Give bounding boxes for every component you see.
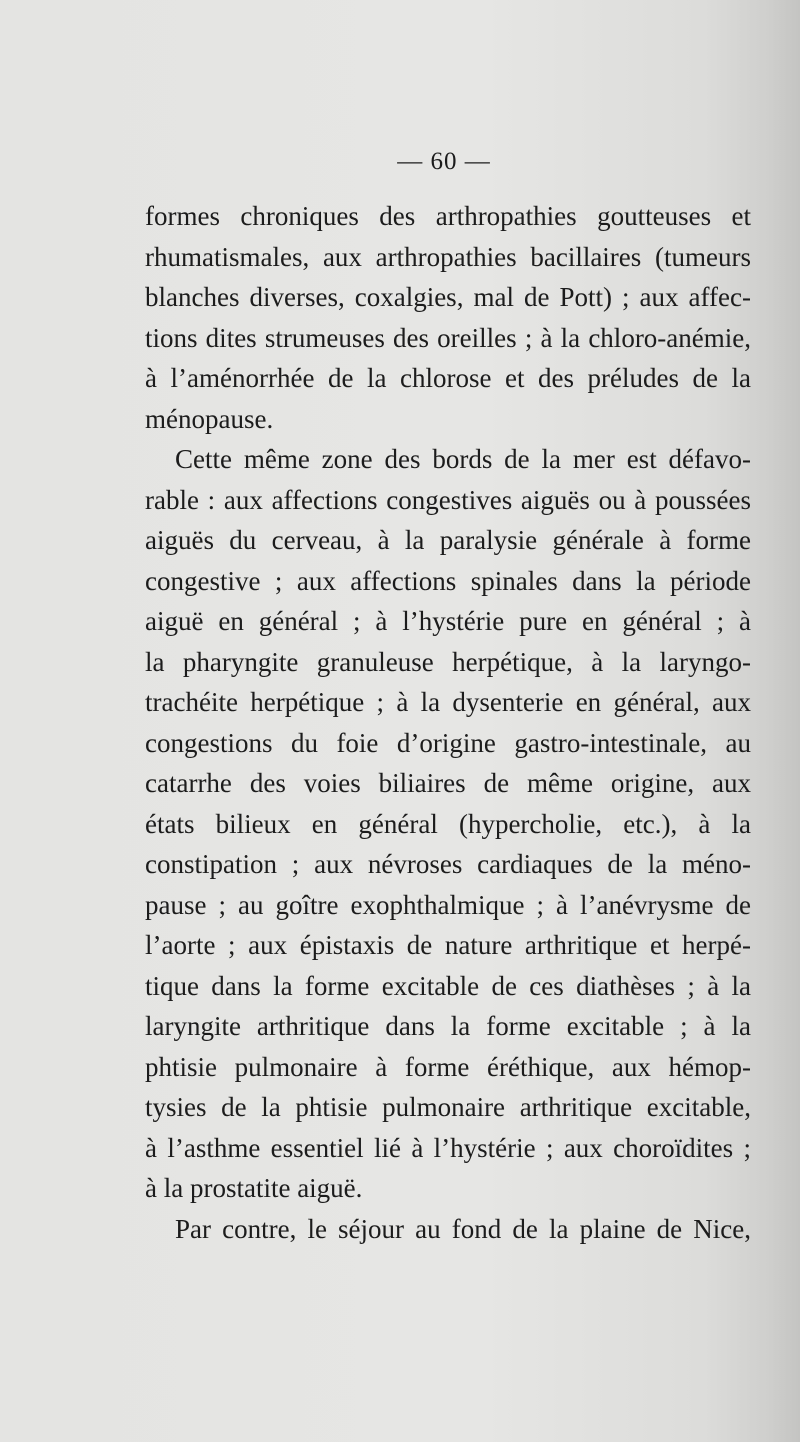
text-line: blanches diverses, coxalgies, mal de Pott) ; aux affec- <box>145 282 751 312</box>
text-line: congestions du foie d’origine gastro-intestinale, au <box>145 727 751 758</box>
paragraph-3 <box>145 1209 751 1250</box>
text-line: à l’asthme essentiel lié à l’hystérie ; aux choroïdites ; <box>145 1132 751 1163</box>
page-number: — 60 — <box>397 148 491 175</box>
text-line: aiguës du cerveau, à la paralysie générale à forme <box>145 525 751 555</box>
paragraph-2 <box>145 439 751 1209</box>
text-line: l’aorte ; aux épistaxis de nature arthritique et herpé- <box>145 930 751 960</box>
text-line: tions dites strumeuses des oreilles ; à la chloro-anémie, <box>145 322 751 353</box>
paragraph-1 <box>145 196 751 439</box>
text-line: la pharyngite granuleuse herpétique, à la laryngo- <box>145 646 751 677</box>
text-line: phtisie pulmonaire à forme éréthique, aux hémop- <box>145 1051 751 1082</box>
text-line: tysies de la phtisie pulmonaire arthritique excitable, <box>145 1092 751 1122</box>
text-line: trachéite herpétique ; à la dysenterie en général, aux <box>145 687 751 717</box>
text-line: catarrhe des voies biliaires de même origine, aux <box>145 768 751 798</box>
body-text <box>145 196 751 1249</box>
text-line: rhumatismales, aux arthropathies bacillaires (tumeurs <box>145 241 751 272</box>
text-line: à l’aménorrhée de la chlorose et des préludes de la <box>145 363 751 393</box>
text-line: Par contre, le séjour au fond de la plaine de Nice, <box>175 1213 751 1244</box>
text-line: Cette même zone des bords de la mer est défavo- <box>175 444 751 474</box>
text-line: à la prostatite aiguë. <box>145 1173 363 1203</box>
text-line: rable : aux affections congestives aiguës ou à poussées <box>145 484 751 515</box>
text-line: ménopause. <box>145 403 274 434</box>
text-line: constipation ; aux névroses cardiaques de la méno- <box>145 849 751 879</box>
text-line: congestive ; aux affections spinales dans la période <box>145 565 751 596</box>
text-line: tique dans la forme excitable de ces diathèses ; à la <box>145 970 751 1001</box>
text-line: pause ; au goître exophthalmique ; à l’anévrysme de <box>145 889 751 920</box>
text-line: laryngite arthritique dans la forme excitable ; à la <box>145 1011 751 1041</box>
text-line: états bilieux en général (hypercholie, etc.), à la <box>145 808 751 839</box>
text-line: aiguë en général ; à l’hystérie pure en général ; à <box>145 606 751 636</box>
text-line: formes chroniques des arthropathies goutteuses et <box>145 201 751 231</box>
